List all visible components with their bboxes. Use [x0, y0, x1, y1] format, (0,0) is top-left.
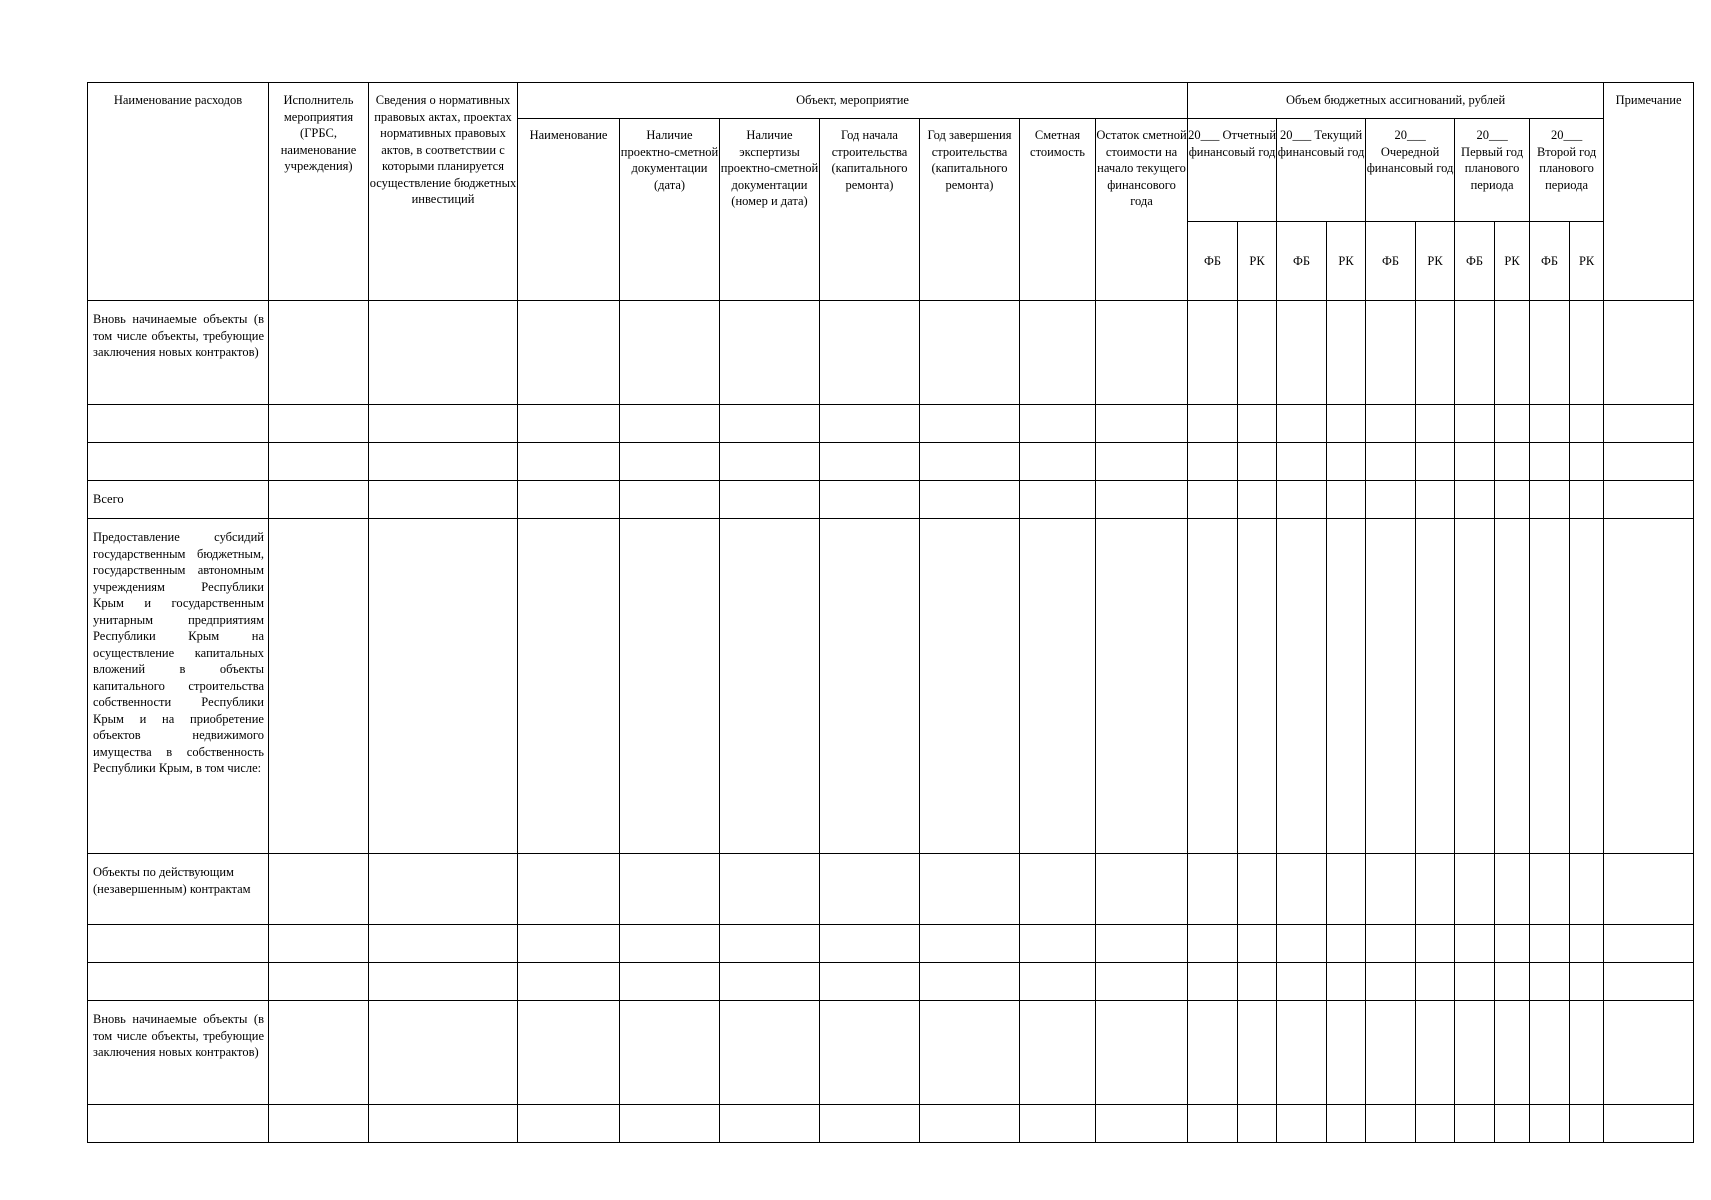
table-cell[interactable] — [1277, 1105, 1327, 1143]
table-cell[interactable] — [820, 301, 920, 405]
table-cell[interactable] — [920, 854, 1020, 925]
table-cell[interactable] — [1455, 1105, 1495, 1143]
table-cell[interactable] — [820, 854, 920, 925]
table-cell[interactable] — [1096, 519, 1188, 854]
table-cell[interactable] — [369, 301, 518, 405]
table-cell[interactable] — [1277, 443, 1327, 481]
table-cell[interactable] — [1530, 925, 1570, 963]
header-year-plan-1: 20___ Первый год планового периода — [1455, 119, 1530, 222]
table-cell[interactable] — [1495, 301, 1530, 405]
table-row — [88, 405, 1694, 443]
table-cell[interactable] — [1238, 443, 1277, 481]
table-cell[interactable] — [1327, 854, 1366, 925]
table-cell[interactable] — [1020, 405, 1096, 443]
table-cell[interactable] — [1327, 405, 1366, 443]
table-cell[interactable] — [1570, 1105, 1604, 1143]
table-cell[interactable] — [1188, 519, 1238, 854]
table-cell[interactable] — [1238, 301, 1277, 405]
table-cell[interactable] — [820, 443, 920, 481]
table-cell[interactable] — [1416, 1105, 1455, 1143]
table-cell[interactable] — [1238, 405, 1277, 443]
table-cell[interactable] — [369, 925, 518, 963]
table-cell[interactable] — [1277, 1001, 1327, 1105]
table-cell[interactable] — [820, 481, 920, 519]
table-cell[interactable] — [820, 405, 920, 443]
row-label: Вновь начинаемые объекты (в том числе объекты, требующие заключения новых контрактов) — [88, 1001, 269, 1105]
table-cell[interactable] — [1020, 519, 1096, 854]
table-cell[interactable] — [1020, 443, 1096, 481]
header-executor: Исполнитель мероприятия (ГРБС, наименование учреждения) — [269, 83, 369, 301]
table-cell[interactable] — [1455, 1001, 1495, 1105]
table-cell[interactable] — [1570, 854, 1604, 925]
table-cell[interactable] — [269, 1105, 369, 1143]
table-cell[interactable] — [1604, 481, 1694, 519]
table-row — [88, 1105, 1694, 1143]
header-budget-group: Объем бюджетных ассигнований, рублей — [1188, 83, 1604, 119]
header-end-year: Год завершения строительства (капитального ремонта) — [920, 119, 1020, 301]
table-cell[interactable] — [1327, 925, 1366, 963]
table-cell[interactable] — [518, 443, 620, 481]
table-cell[interactable] — [620, 925, 720, 963]
table-cell[interactable] — [1096, 925, 1188, 963]
table-cell[interactable] — [920, 443, 1020, 481]
table-cell[interactable] — [1096, 405, 1188, 443]
row-label — [88, 963, 269, 1001]
header-fb: ФБ — [1277, 222, 1327, 301]
table-cell[interactable] — [920, 519, 1020, 854]
table-row — [88, 1001, 1694, 1105]
table-cell[interactable] — [1327, 1001, 1366, 1105]
table-cell[interactable] — [1455, 963, 1495, 1001]
table-cell[interactable] — [369, 963, 518, 1001]
table-cell[interactable] — [1366, 854, 1416, 925]
table-cell[interactable] — [1327, 519, 1366, 854]
table-cell[interactable] — [1277, 301, 1327, 405]
header-year-next: 20___ Очередной финансовый год — [1366, 119, 1455, 222]
table-cell[interactable] — [1455, 481, 1495, 519]
table-cell[interactable] — [620, 405, 720, 443]
row-label — [88, 925, 269, 963]
table-cell[interactable] — [269, 481, 369, 519]
table-cell[interactable] — [369, 854, 518, 925]
table-cell[interactable] — [620, 854, 720, 925]
table-cell[interactable] — [269, 443, 369, 481]
table-row — [88, 443, 1694, 481]
table-cell[interactable] — [1096, 1001, 1188, 1105]
table-cell[interactable] — [518, 925, 620, 963]
table-cell[interactable] — [369, 1105, 518, 1143]
table-cell[interactable] — [1530, 963, 1570, 1001]
row-label — [88, 1105, 269, 1143]
table-cell[interactable] — [1570, 443, 1604, 481]
table-cell[interactable] — [1416, 519, 1455, 854]
header-object-name: Наименование — [518, 119, 620, 301]
table-cell[interactable] — [620, 301, 720, 405]
table-cell[interactable] — [1604, 1001, 1694, 1105]
header-year-plan-2: 20___ Второй год планового периода — [1530, 119, 1604, 222]
table-cell[interactable] — [1238, 481, 1277, 519]
table-cell[interactable] — [1416, 963, 1455, 1001]
header-expertise: Наличие экспертизы проектно-сметной документации (номер и дата) — [720, 119, 820, 301]
table-cell[interactable] — [269, 405, 369, 443]
table-cell[interactable] — [1495, 481, 1530, 519]
table-cell[interactable] — [1604, 443, 1694, 481]
table-cell[interactable] — [1604, 519, 1694, 854]
table-cell[interactable] — [1188, 1001, 1238, 1105]
table-cell[interactable] — [1416, 405, 1455, 443]
table-cell[interactable] — [920, 1001, 1020, 1105]
table-cell[interactable] — [1495, 1001, 1530, 1105]
table-cell[interactable] — [820, 1001, 920, 1105]
row-label — [88, 443, 269, 481]
table-cell[interactable] — [1020, 1105, 1096, 1143]
table-cell[interactable] — [920, 925, 1020, 963]
table-cell[interactable] — [1455, 854, 1495, 925]
table-row — [88, 481, 1694, 519]
table-cell[interactable] — [1530, 301, 1570, 405]
table-cell[interactable] — [820, 519, 920, 854]
table-cell[interactable] — [1366, 1105, 1416, 1143]
table-cell[interactable] — [1570, 519, 1604, 854]
table-cell[interactable] — [1416, 1001, 1455, 1105]
header-object-group: Объект, мероприятие — [518, 83, 1188, 119]
table-cell[interactable] — [1020, 481, 1096, 519]
table-cell[interactable] — [369, 1001, 518, 1105]
table-cell[interactable] — [518, 301, 620, 405]
table-cell[interactable] — [720, 925, 820, 963]
table-cell[interactable] — [620, 963, 720, 1001]
table-cell[interactable] — [518, 1105, 620, 1143]
table-cell[interactable] — [620, 443, 720, 481]
table-cell[interactable] — [1570, 301, 1604, 405]
table-row — [88, 963, 1694, 1001]
table-cell[interactable] — [1096, 1105, 1188, 1143]
table-cell[interactable] — [620, 1105, 720, 1143]
table-cell[interactable] — [1366, 405, 1416, 443]
table-cell[interactable] — [1570, 925, 1604, 963]
table-cell[interactable] — [1366, 481, 1416, 519]
table-cell[interactable] — [1416, 481, 1455, 519]
table-cell[interactable] — [369, 481, 518, 519]
row-label: Объекты по действующим (незавершенным) контрактам — [88, 854, 269, 925]
table-cell[interactable] — [1366, 925, 1416, 963]
table-cell[interactable] — [1530, 443, 1570, 481]
table-cell[interactable] — [1604, 405, 1694, 443]
table-cell[interactable] — [1366, 519, 1416, 854]
table-cell[interactable] — [1604, 1105, 1694, 1143]
table-cell[interactable] — [369, 443, 518, 481]
table-cell[interactable] — [1327, 963, 1366, 1001]
table-row — [88, 519, 1694, 854]
table-cell[interactable] — [1570, 1001, 1604, 1105]
table-cell[interactable] — [1366, 443, 1416, 481]
table-cell[interactable] — [720, 481, 820, 519]
table-cell[interactable] — [1327, 1105, 1366, 1143]
table-cell[interactable] — [1495, 963, 1530, 1001]
table-cell[interactable] — [1238, 1001, 1277, 1105]
table-cell[interactable] — [1238, 519, 1277, 854]
table-cell[interactable] — [1530, 1105, 1570, 1143]
table-cell[interactable] — [920, 405, 1020, 443]
table-cell[interactable] — [1530, 405, 1570, 443]
table-cell[interactable] — [1327, 301, 1366, 405]
table-cell[interactable] — [1495, 854, 1530, 925]
row-label — [88, 405, 269, 443]
table-cell[interactable] — [1096, 481, 1188, 519]
header-rk: РК — [1416, 222, 1455, 301]
table-cell[interactable] — [518, 481, 620, 519]
table-cell[interactable] — [1416, 443, 1455, 481]
table-cell[interactable] — [1327, 443, 1366, 481]
header-fb: ФБ — [1366, 222, 1416, 301]
table-cell[interactable] — [1495, 405, 1530, 443]
table-cell[interactable] — [1530, 1001, 1570, 1105]
table-cell[interactable] — [1020, 963, 1096, 1001]
table-cell[interactable] — [1238, 854, 1277, 925]
table-cell[interactable] — [1096, 854, 1188, 925]
table-cell[interactable] — [1188, 963, 1238, 1001]
table-cell[interactable] — [269, 925, 369, 963]
table-cell[interactable] — [1570, 963, 1604, 1001]
row-label: Предоставление субсидий государственным бюджетным, государственным автономным учреждениям Республики Крым и государственным унитарным предприятиям Республики Крым на осуществление капитальных вложений в объекты капитального строительства собственности Республики Крым и на приобретение объектов недвижимого имущества в собственность Республики Крым, в том числе: — [88, 519, 269, 854]
table-cell[interactable] — [1188, 925, 1238, 963]
table-cell[interactable] — [1455, 405, 1495, 443]
header-fb: ФБ — [1530, 222, 1570, 301]
table-cell[interactable] — [1238, 963, 1277, 1001]
table-cell[interactable] — [720, 443, 820, 481]
table-cell[interactable] — [720, 301, 820, 405]
table-cell[interactable] — [518, 963, 620, 1001]
table-cell[interactable] — [1277, 481, 1327, 519]
row-label: Вновь начинаемые объекты (в том числе объекты, требующие заключения новых контрактов) — [88, 301, 269, 405]
table-cell[interactable] — [269, 519, 369, 854]
header-note: Примечание — [1604, 83, 1694, 301]
header-rk: РК — [1327, 222, 1366, 301]
table-cell[interactable] — [269, 1001, 369, 1105]
header-legal-acts: Сведения о нормативных правовых актах, проектах нормативных правовых актов, в соответствии с которыми планируется осуществление бюджетных инвестиций — [369, 83, 518, 301]
table-cell[interactable] — [369, 405, 518, 443]
table-cell[interactable] — [1570, 405, 1604, 443]
table-cell[interactable] — [1188, 481, 1238, 519]
table-cell[interactable] — [1188, 1105, 1238, 1143]
table-cell[interactable] — [1238, 1105, 1277, 1143]
table-cell[interactable] — [1277, 854, 1327, 925]
table-cell[interactable] — [1530, 481, 1570, 519]
header-design-docs: Наличие проектно-сметной документации (дата) — [620, 119, 720, 301]
table-cell[interactable] — [920, 963, 1020, 1001]
budget-investment-form-table — [87, 82, 1694, 1143]
header-rk: РК — [1238, 222, 1277, 301]
header-start-year: Год начала строительства (капитального ремонта) — [820, 119, 920, 301]
table-cell[interactable] — [720, 519, 820, 854]
table-cell[interactable] — [620, 481, 720, 519]
table-cell[interactable] — [1327, 481, 1366, 519]
table-cell[interactable] — [820, 1105, 920, 1143]
table-cell[interactable] — [1188, 443, 1238, 481]
table-cell[interactable] — [1570, 481, 1604, 519]
table-cell[interactable] — [1366, 301, 1416, 405]
table-cell[interactable] — [269, 301, 369, 405]
header-year-current: 20___ Текущий финансовый год — [1277, 119, 1366, 222]
table-cell[interactable] — [369, 519, 518, 854]
table-cell[interactable] — [518, 1001, 620, 1105]
table-cell[interactable] — [1604, 963, 1694, 1001]
table-cell[interactable] — [1277, 519, 1327, 854]
table-cell[interactable] — [720, 1001, 820, 1105]
table-row — [88, 301, 1694, 405]
table-cell[interactable] — [1604, 301, 1694, 405]
table-cell[interactable] — [920, 481, 1020, 519]
header-year-reporting: 20___ Отчетный финансовый год — [1188, 119, 1277, 222]
table-cell[interactable] — [1604, 925, 1694, 963]
table-cell[interactable] — [1495, 443, 1530, 481]
header-cost-balance: Остаток сметной стоимости на начало текущего финансового года — [1096, 119, 1188, 301]
header-estimated-cost: Сметная стоимость — [1020, 119, 1096, 301]
table-cell[interactable] — [820, 963, 920, 1001]
table-cell[interactable] — [1096, 443, 1188, 481]
table-row — [88, 925, 1694, 963]
table-cell[interactable] — [1188, 405, 1238, 443]
table-cell[interactable] — [620, 1001, 720, 1105]
table-cell[interactable] — [720, 854, 820, 925]
table-cell[interactable] — [720, 405, 820, 443]
table-cell[interactable] — [1277, 925, 1327, 963]
table-cell[interactable] — [1455, 925, 1495, 963]
header-fb: ФБ — [1455, 222, 1495, 301]
table-cell[interactable] — [1366, 1001, 1416, 1105]
table-cell[interactable] — [1495, 1105, 1530, 1143]
table-cell[interactable] — [720, 963, 820, 1001]
table-cell[interactable] — [1366, 963, 1416, 1001]
table-cell[interactable] — [1020, 1001, 1096, 1105]
table-cell[interactable] — [1096, 301, 1188, 405]
table-cell[interactable] — [620, 519, 720, 854]
table-cell[interactable] — [820, 925, 920, 963]
table-cell[interactable] — [518, 519, 620, 854]
table-cell[interactable] — [1604, 854, 1694, 925]
header-expense-name: Наименование расходов — [88, 83, 269, 301]
table-cell[interactable] — [1188, 301, 1238, 405]
table-cell[interactable] — [1495, 519, 1530, 854]
table-cell[interactable] — [1416, 301, 1455, 405]
header-fb: ФБ — [1188, 222, 1238, 301]
table-row — [88, 854, 1694, 925]
header-rk: РК — [1495, 222, 1530, 301]
table-cell[interactable] — [1277, 963, 1327, 1001]
table-cell[interactable] — [720, 1105, 820, 1143]
table-cell[interactable] — [1188, 854, 1238, 925]
row-label: Всего — [88, 481, 269, 519]
table-cell[interactable] — [1277, 405, 1327, 443]
table-cell[interactable] — [920, 1105, 1020, 1143]
table-cell[interactable] — [1455, 443, 1495, 481]
table-cell[interactable] — [1455, 301, 1495, 405]
table-cell[interactable] — [1416, 925, 1455, 963]
table-cell[interactable] — [1530, 519, 1570, 854]
table-cell[interactable] — [920, 301, 1020, 405]
table-cell[interactable] — [1020, 301, 1096, 405]
table-cell[interactable] — [1096, 963, 1188, 1001]
table-cell[interactable] — [518, 405, 620, 443]
header-rk: РК — [1570, 222, 1604, 301]
table-cell[interactable] — [518, 854, 620, 925]
table-cell[interactable] — [1238, 925, 1277, 963]
table-cell[interactable] — [1455, 519, 1495, 854]
table-body — [88, 301, 1694, 1143]
table-cell[interactable] — [1495, 925, 1530, 963]
table-cell[interactable] — [1020, 925, 1096, 963]
table-cell[interactable] — [269, 963, 369, 1001]
table-cell[interactable] — [1416, 854, 1455, 925]
table-cell[interactable] — [1020, 854, 1096, 925]
table-cell[interactable] — [269, 854, 369, 925]
table-cell[interactable] — [1530, 854, 1570, 925]
